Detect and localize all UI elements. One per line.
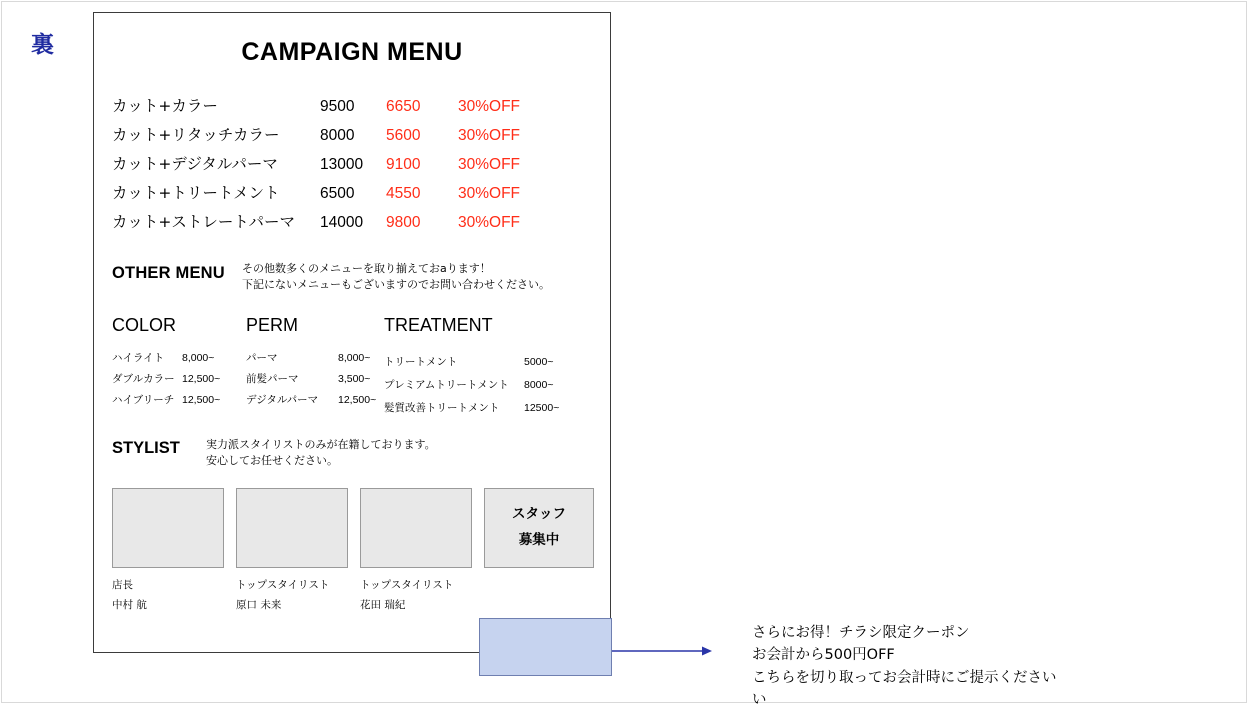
flyer-sheet [93,12,611,653]
staff-card [360,488,472,612]
staff-photo-placeholder [236,488,348,568]
campaign-menu-list [94,94,610,239]
campaign-discount: 30%OFF [458,214,521,231]
service-item-label: ハイライト [112,351,165,364]
service-item-label: 髪質改善トリートメント [384,401,500,414]
stylist-description [206,437,436,470]
staff-name: 原口 未来 [236,598,282,611]
staff-card [112,488,224,612]
campaign-discount: 30%OFF [458,98,521,115]
list-item [384,354,559,369]
other-menu-heading: OTHER MENU [112,264,225,282]
campaign-old-price: 6500 [320,185,355,202]
campaign-old-price: 13000 [320,156,364,173]
coupon-note-line2: お会計から500円OFF [752,647,895,664]
stylist-heading: STYLIST [112,438,180,457]
staff-name: 花田 瑞紀 [360,598,406,611]
service-item-label: プレミアムトリートメント [384,378,509,391]
service-heading: COLOR [112,314,177,335]
campaign-new-price: 9800 [386,214,421,231]
list-item [246,392,376,407]
service-item-label: トリートメント [384,355,458,368]
arrow-icon [612,645,712,657]
staff-photo-placeholder [112,488,224,568]
campaign-new-price: 5600 [386,127,421,144]
service-item-label: ダブルカラー [112,372,175,385]
campaign-item-name: カット+ストレートパーマ [112,213,296,231]
service-columns [94,315,610,425]
service-item-price: 12,500~ [182,393,221,406]
service-item-price: 8,000~ [338,351,371,364]
staff-role: 店長 [112,578,133,591]
service-item-label: ハイブリーチ [112,393,175,406]
campaign-new-price: 9100 [386,156,421,173]
service-item-price: 12,500~ [182,372,221,385]
stylist-description-line1: 実力派スタイリストのみが在籍しております。 [206,437,436,451]
list-item [384,377,559,392]
coupon-note-line1: さらにお得！チラシ限定クーポン [752,625,970,641]
campaign-old-price: 8000 [320,127,355,144]
coupon-note-line3: こちらを切り取ってお会計時にご提示ください [752,669,1057,686]
other-menu-description-line1: その他数多くのメニューを取り揃えておaります！ [242,262,491,275]
campaign-new-price: 6650 [386,98,421,115]
stylist-section [94,437,610,470]
campaign-item-name: カット+デジタルパーマ [112,155,278,173]
stylist-description-line2: 安心してお任せください。 [206,454,338,468]
side-label: 裏 [31,32,54,58]
campaign-discount: 30%OFF [458,185,521,202]
staff-photo-placeholder [360,488,472,568]
table-row [112,210,610,239]
other-menu-section [94,261,610,293]
service-item-price: 3,500~ [338,372,371,385]
service-item-price: 8,000~ [182,351,215,364]
service-item-label: 前髪パーマ [246,372,299,385]
table-row [112,181,610,210]
table-row [112,152,610,181]
page-title: CAMPAIGN MENU [241,38,463,66]
campaign-discount: 30%OFF [458,127,521,144]
campaign-old-price: 14000 [320,214,364,231]
list-item [246,371,376,386]
service-column-color [112,315,220,413]
list-item [246,350,376,365]
other-menu-description [242,261,550,293]
service-item-label: デジタルパーマ [246,393,319,406]
service-item-price: 12,500~ [338,393,377,406]
recruit-box [484,488,594,568]
staff-name: 中村 航 [112,598,147,611]
campaign-new-price: 4550 [386,185,421,202]
campaign-item-name: カット+トリートメント [112,184,280,202]
list-item [384,400,559,415]
staff-card [236,488,348,612]
table-row [112,94,610,123]
recruit-card [484,488,594,612]
coupon-box [479,618,612,676]
coupon-note-line4: い [752,692,767,709]
campaign-old-price: 9500 [320,98,355,115]
service-item-price: 12500~ [524,401,560,414]
campaign-discount: 30%OFF [458,156,521,173]
staff-gallery [94,488,610,612]
staff-role: トップスタイリスト [360,578,454,591]
service-item-price: 8000~ [524,378,554,391]
recruit-line2: 募集中 [518,531,560,548]
service-heading: PERM [246,314,299,335]
recruit-line1: スタッフ [512,506,566,523]
coupon-note [752,622,1112,712]
list-item [112,371,220,386]
list-item [112,392,220,407]
campaign-item-name: カット+カラー [112,97,218,115]
service-item-price: 5000~ [524,355,554,368]
staff-role: トップスタイリスト [236,578,330,591]
other-menu-description-line2: 下記にないメニューもございますのでお問い合わせください。 [242,277,550,291]
service-heading: TREATMENT [384,314,493,335]
campaign-item-name: カット+リタッチカラー [112,126,280,144]
service-column-treatment [384,315,559,423]
service-column-perm [246,315,376,413]
service-item-label: パーマ [246,351,278,364]
list-item [112,350,220,365]
table-row [112,123,610,152]
